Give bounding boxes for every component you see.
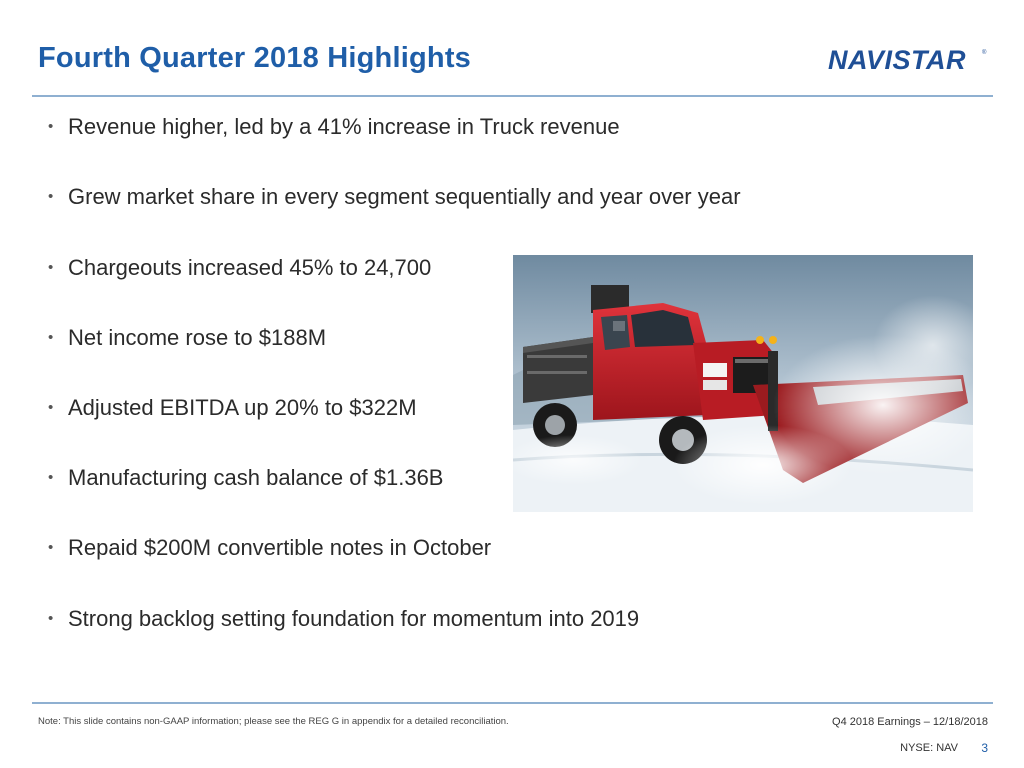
bullet-icon: • bbox=[48, 259, 54, 276]
footer-ticker: NYSE: NAV bbox=[900, 742, 958, 754]
highlight-item: • Repaid $200M convertible notes in October bbox=[48, 533, 491, 563]
highlight-item: • Manufacturing cash balance of $1.36B bbox=[48, 463, 443, 493]
bullet-icon: • bbox=[48, 399, 54, 416]
svg-text:NAVISTAR: NAVISTAR bbox=[828, 46, 966, 74]
bullet-icon: • bbox=[48, 469, 54, 486]
highlight-item: • Revenue higher, led by a 41% increase in Truck revenue bbox=[48, 112, 620, 142]
bullet-icon: • bbox=[48, 188, 54, 205]
truck-plow-photo bbox=[513, 255, 973, 512]
highlight-item: • Adjusted EBITDA up 20% to $322M bbox=[48, 393, 417, 423]
title-divider bbox=[32, 95, 993, 97]
page-number: 3 bbox=[981, 741, 988, 755]
svg-text:®: ® bbox=[982, 50, 987, 56]
bullet-icon: • bbox=[48, 118, 54, 135]
bullet-icon: • bbox=[48, 610, 54, 627]
bullet-icon: • bbox=[48, 329, 54, 346]
footer-event-label: Q4 2018 Earnings – 12/18/2018 bbox=[832, 716, 988, 728]
footer-note: Note: This slide contains non-GAAP information; please see the REG G in appendix for a detailed reconciliation. bbox=[38, 716, 509, 727]
highlight-item: • Strong backlog setting foundation for momentum into 2019 bbox=[48, 604, 639, 634]
footer-divider bbox=[32, 702, 993, 704]
highlight-item: • Net income rose to $188M bbox=[48, 323, 326, 353]
highlight-item: • Chargeouts increased 45% to 24,700 bbox=[48, 253, 431, 283]
highlight-item: • Grew market share in every segment sequentially and year over year bbox=[48, 182, 741, 212]
bullet-icon: • bbox=[48, 539, 54, 556]
slide-title: Fourth Quarter 2018 Highlights bbox=[38, 42, 471, 74]
navistar-logo bbox=[826, 46, 990, 74]
